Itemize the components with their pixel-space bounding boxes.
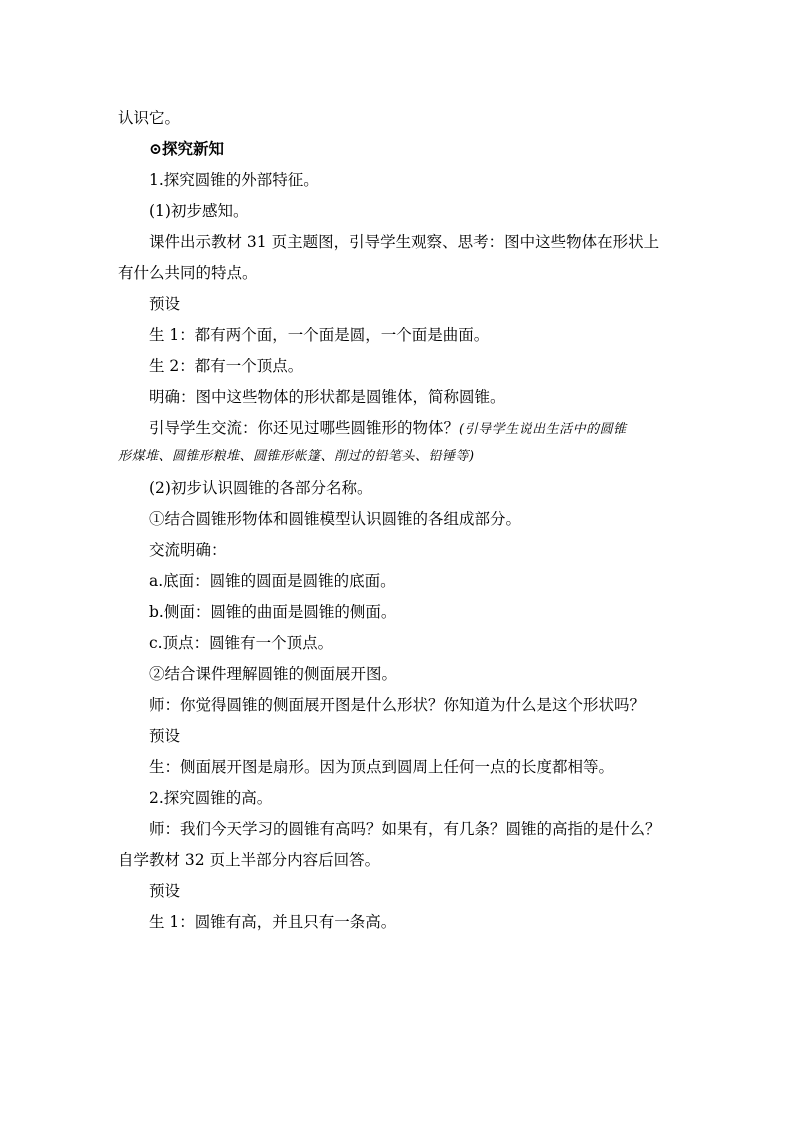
text-line: b.侧面：圆锥的曲面是圆锥的侧面。 bbox=[149, 603, 397, 621]
text-line: 1.探究圆锥的外部特征。 bbox=[149, 171, 319, 189]
text-line: 师：我们今天学习的圆锥有高吗？如果有，有几条？圆锥的高指的是什么？ bbox=[149, 820, 661, 838]
text-line: 预设 bbox=[149, 295, 181, 313]
text-line: 2.探究圆锥的高。 bbox=[149, 789, 273, 807]
text-line: (2)初步认识圆锥的各部分名称。 bbox=[149, 479, 373, 497]
text-line: 自学教材 32 页上半部分内容后回答。 bbox=[118, 851, 381, 869]
text-line: 预设 bbox=[149, 882, 181, 900]
text-line: 交流明确： bbox=[149, 541, 227, 559]
note-line: 形煤堆、圆锥形粮堆、圆锥形帐篷、削过的铅笔头、铅锤等) bbox=[118, 449, 475, 464]
text-line: 生 1：圆锥有高，并且只有一条高。 bbox=[149, 913, 397, 931]
note-text: (引导学生说出生活中的圆锥 bbox=[459, 422, 627, 437]
text-line: a.底面：圆锥的圆面是圆锥的底面。 bbox=[149, 572, 396, 590]
text-line: 生：侧面展开图是扇形。因为顶点到圆周上任何一点的长度都相等。 bbox=[149, 758, 615, 776]
text-segment: 引导学生交流：你还见过哪些圆锥形的物体？ bbox=[149, 419, 460, 437]
document-body bbox=[118, 108, 688, 943]
section-heading: ⊙探究新知 bbox=[149, 139, 224, 158]
text-line: ②结合课件理解圆锥的侧面展开图。 bbox=[149, 665, 398, 683]
text-line: 师：你觉得圆锥的侧面展开图是什么形状？你知道为什么是这个形状吗？ bbox=[149, 696, 646, 714]
text-line: 有什么共同的特点。 bbox=[118, 264, 258, 282]
text-line: 预设 bbox=[149, 727, 181, 745]
text-line: ①结合圆锥形物体和圆锥模型认识圆锥的各组成部分。 bbox=[149, 510, 522, 528]
text-line: 生 2：都有一个顶点。 bbox=[149, 357, 304, 375]
text-line: 课件出示教材 31 页主题图，引导学生观察、思考：图中这些物体在形状上 bbox=[149, 233, 660, 251]
text-line: 生 1：都有两个面，一个面是圆，一个面是曲面。 bbox=[149, 326, 490, 344]
text-line: c.顶点：圆锥有一个顶点。 bbox=[149, 634, 334, 652]
text-line: (1)初步感知。 bbox=[149, 202, 249, 220]
text-line: 明确：图中这些物体的形状都是圆锥体，简称圆锥。 bbox=[149, 388, 506, 406]
text-line bbox=[118, 418, 688, 440]
text-line: 认识它。 bbox=[118, 109, 181, 127]
